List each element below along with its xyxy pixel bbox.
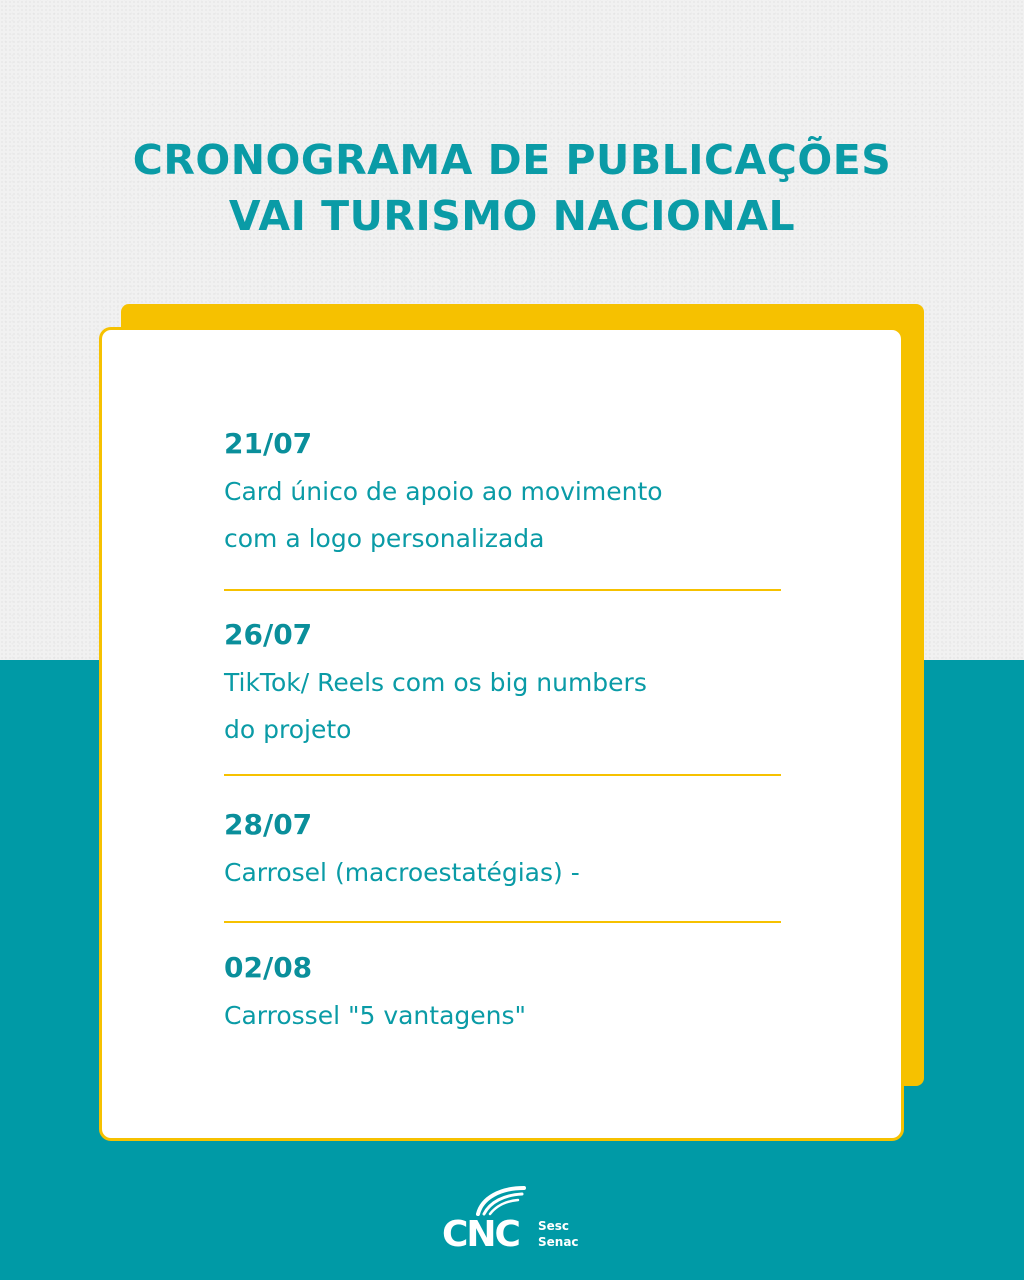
schedule-item [224, 807, 784, 896]
schedule-date: 28/07 [224, 808, 313, 841]
title-line-2: VAI TURISMO NACIONAL [228, 192, 796, 240]
description-line: Carrossel "5 vantagens" [224, 1001, 527, 1030]
divider [224, 589, 781, 591]
schedule-description [224, 992, 784, 1039]
logo-wordmark: CNC [442, 1214, 519, 1252]
feather-icon [478, 1188, 524, 1214]
schedule-description [224, 659, 784, 753]
logo-senac: Senac [538, 1235, 579, 1249]
divider [224, 774, 781, 776]
page-title [0, 132, 1024, 244]
description-line: Carrosel (macroestatégias) - [224, 858, 580, 887]
schedule-description [224, 468, 784, 562]
schedule-date: 26/07 [224, 618, 313, 651]
schedule-date: 21/07 [224, 427, 313, 460]
description-line: Card único de apoio ao movimento [224, 477, 663, 506]
divider [224, 921, 781, 923]
schedule-description [224, 849, 784, 896]
schedule-date: 02/08 [224, 951, 313, 984]
title-line-1: CRONOGRAMA DE PUBLICAÇÕES [132, 136, 892, 184]
description-line: com a logo personalizada [224, 524, 545, 553]
cnc-logo [442, 1180, 587, 1252]
description-line: TikTok/ Reels com os big numbers [224, 668, 647, 697]
logo-sesc: Sesc [538, 1219, 570, 1233]
description-line: do projeto [224, 715, 352, 744]
schedule-item [224, 426, 784, 562]
schedule-item [224, 617, 784, 753]
schedule-item [224, 950, 784, 1039]
